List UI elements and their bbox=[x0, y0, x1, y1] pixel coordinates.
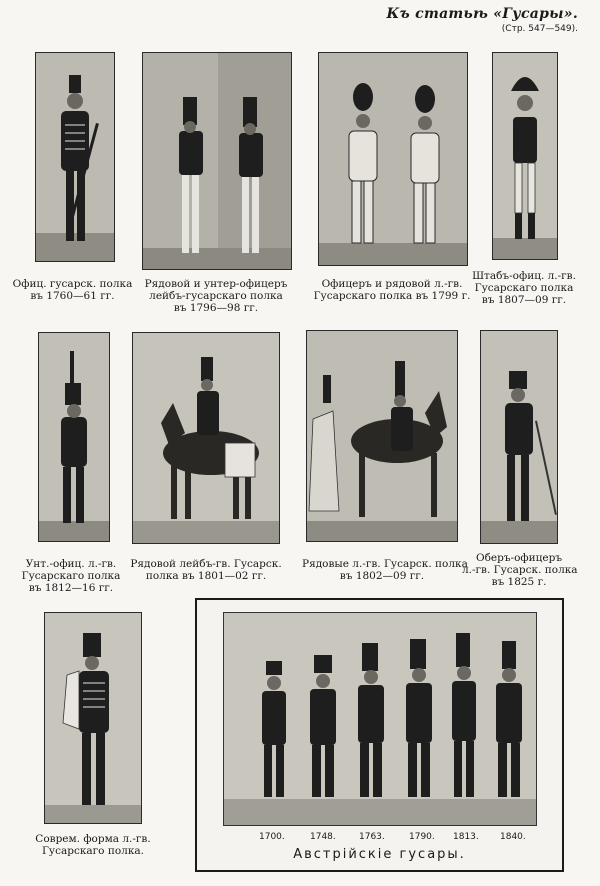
figure-illustration bbox=[319, 53, 467, 265]
year-labels bbox=[197, 832, 562, 844]
caption-4: Штабъ-офиц. л.-гв. Гусарскаго полка въ 1807—09 гг. bbox=[472, 270, 576, 306]
plate-1802-soldiers-horse bbox=[306, 330, 458, 542]
plate-1801-mounted bbox=[132, 332, 280, 544]
year-label: 1700. bbox=[259, 832, 285, 842]
year-label: 1840. bbox=[500, 832, 526, 842]
plate-modern-uniform bbox=[44, 612, 142, 824]
page-reference: (Стр. 547—549). bbox=[501, 24, 578, 34]
figure-illustration bbox=[481, 331, 557, 543]
year-label: 1748. bbox=[310, 832, 336, 842]
plate-1796-soldiers bbox=[142, 52, 292, 270]
austrian-hussars-frame bbox=[195, 598, 564, 872]
figure-illustration bbox=[493, 53, 557, 259]
figure-illustration bbox=[45, 613, 141, 823]
group-illustration bbox=[224, 613, 536, 825]
plate-1812-nco bbox=[38, 332, 110, 542]
article-title: Къ статьѣ «Гусары». bbox=[386, 6, 578, 22]
plate-1760-officer bbox=[35, 52, 115, 262]
caption-5: Унт.-офиц. л.-гв. Гусарскаго полка въ 1812—16 гг. bbox=[21, 558, 121, 594]
year-label: 1790. bbox=[409, 832, 435, 842]
caption-2: Рядовой и унтер-офицеръ лейбъ-гусарскаго полка въ 1796—98 гг. bbox=[144, 278, 288, 314]
figure-illustration bbox=[143, 53, 291, 269]
figure-illustration bbox=[39, 333, 109, 541]
plate-1807-staff-officer bbox=[492, 52, 558, 260]
caption-9: Соврем. форма л.-гв. Гусарскаго полка. bbox=[35, 833, 151, 857]
year-label: 1813. bbox=[453, 832, 479, 842]
caption-1: Офиц. гусарск. полка въ 1760—61 гг. bbox=[12, 278, 133, 302]
figure-illustration bbox=[133, 333, 279, 543]
year-label: 1763. bbox=[359, 832, 385, 842]
figure-illustration bbox=[307, 331, 457, 541]
plate-1799-officer-soldier bbox=[318, 52, 468, 266]
figure-illustration bbox=[36, 53, 114, 261]
caption-6: Рядовой лейбъ-гв. Гусарск. полка въ 1801—02 гг. bbox=[130, 558, 282, 582]
austrian-hussars-plate bbox=[223, 612, 537, 826]
plate-1825-officer bbox=[480, 330, 558, 544]
caption-3: Офицеръ и рядовой л.-гв. Гусарскаго полка въ 1799 г. bbox=[313, 278, 471, 302]
austrian-hussars-title: Австрійскіе гусары. bbox=[293, 847, 466, 862]
page-header bbox=[386, 6, 578, 34]
caption-8: Оберъ-офицеръ л.-гв. Гусарск. полка въ 1825 г. bbox=[462, 552, 578, 588]
caption-7: Рядовые л.-гв. Гусарск. полка въ 1802—09 гг. bbox=[302, 558, 468, 582]
